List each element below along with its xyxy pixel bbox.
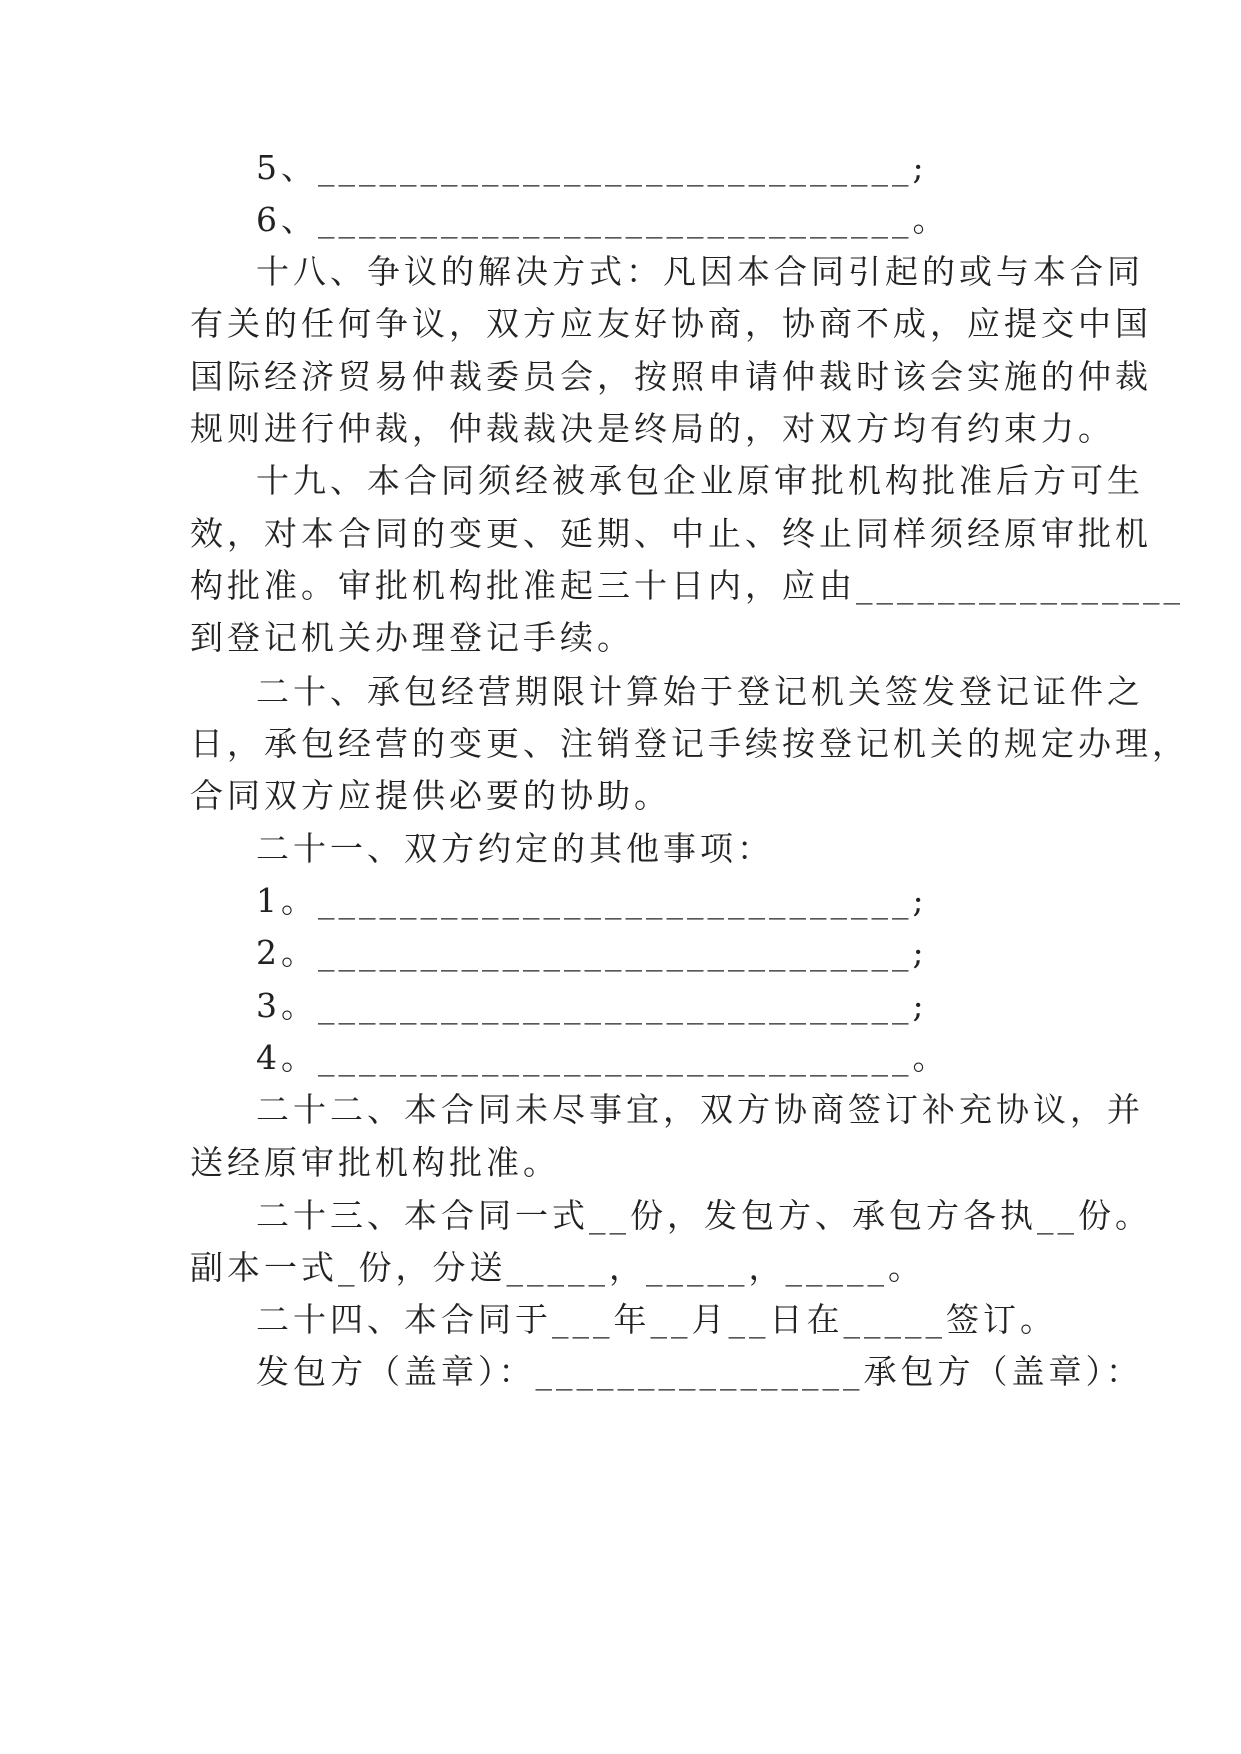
clause-19-line-3: 构批准。审批机构批准起三十日内，应由________________: [190, 566, 1184, 605]
clause-18-line-2: 有关的任何争议，双方应友好协商，协商不成，应提交中国: [190, 304, 1152, 343]
clause-19-line-4: 到登记机关办理登记手续。: [190, 618, 634, 657]
clause-18-line-1: 十八、争议的解决方式：凡因本合同引起的或与本合同: [256, 252, 1144, 291]
clause-18-line-4: 规则进行仲裁，仲裁裁决是终局的，对双方均有约束力。: [190, 409, 1115, 448]
clause-21-heading: 二十一、双方约定的其他事项：: [256, 829, 774, 868]
item-4-blank: 4。_____________________________。: [256, 1038, 950, 1077]
clause-20-line-1: 二十、承包经营期限计算始于登记机关签发登记证件之: [256, 672, 1144, 711]
clause-19-line-2: 效，对本合同的变更、延期、中止、终止同样须经原审批机: [190, 514, 1152, 553]
item-3-blank: 3。_____________________________;: [256, 986, 928, 1025]
item-6-blank: 6、_____________________________。: [256, 200, 950, 239]
item-5-blank: 5、_____________________________;: [256, 148, 928, 187]
item-2-blank: 2。_____________________________;: [256, 933, 928, 972]
clause-22-line-1: 二十二、本合同未尽事宜，双方协商签订补充协议，并: [256, 1090, 1144, 1129]
clause-20-line-2: 日，承包经营的变更、注销登记手续按登记机关的规定办理，: [190, 724, 1189, 763]
signature-line: 发包方（盖章）：________________承包方（盖章）：: [256, 1352, 1143, 1391]
clause-23-line-1: 二十三、本合同一式__份，发包方、承包方各执__份。: [256, 1196, 1152, 1235]
clause-20-line-3: 合同双方应提供必要的协助。: [190, 776, 671, 815]
clause-23-line-2: 副本一式_份，分送_____，_____，_____。: [190, 1248, 925, 1287]
item-1-blank: 1。_____________________________;: [256, 881, 928, 920]
clause-18-line-3: 国际经济贸易仲裁委员会，按照申请仲裁时该会实施的仲裁: [190, 357, 1152, 396]
clause-22-line-2: 送经原审批机构批准。: [190, 1143, 560, 1182]
clause-24: 二十四、本合同于___年__月__日在_____签订。: [256, 1300, 1057, 1339]
clause-19-line-1: 十九、本合同须经被承包企业原审批机构批准后方可生: [256, 461, 1144, 500]
